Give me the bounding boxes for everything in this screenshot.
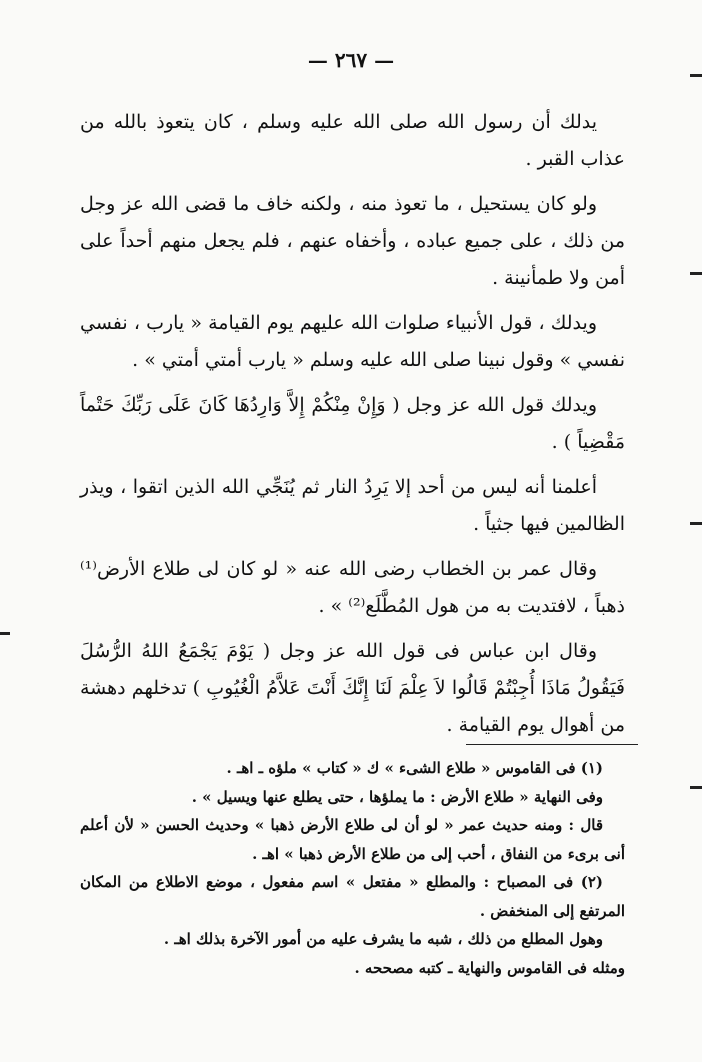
footnote-1-nihaya: وفى النهاية « طلاع الأرض : ما يملؤها ، حتى يطلع عنها ويسيل » .: [191, 787, 603, 806]
paragraph-7: وقال ابن عباس فى قول الله عز وجل ( يَوْمَ يَجْمَعُ اللهُ الرُّسُلَ فَيَقُولُ مَاذَا أُجِبْتُمْ قَالُوا لاَ عِلْمَ لَنَا إِنَّكَ أَنْتَ عَلاَّمُ الْغُيُوبِ ) تدخلهم دهشة من أهوال يوم القيامة .: [80, 640, 625, 736]
footnote-2: (٢) فى المصباح : والمطلع « مفتعل » اسم مفعول ، موضع الاطلاع من المكان المرتفع إلى المنخفض .: [80, 873, 625, 920]
paragraph-1: يدلك أن رسول الله صلى الله عليه وسلم ، كان يتعوذ بالله من عذاب القبر .: [80, 111, 625, 170]
footnote-separator: [466, 744, 638, 745]
margin-tick: [690, 522, 702, 525]
margin-tick: [690, 272, 702, 275]
paragraph-2: ولو كان يستحيل ، ما تعوذ منه ، ولكنه خاف ما قضى الله عز وجل من ذلك ، على جميع عباده ، وأخفاه عنهم ، فلم يجعل منهم أحداً على أمن ولا طمأنينة .: [80, 193, 625, 289]
footnote-1-hadith: قال : ومنه حديث عمر « لو أن لى طلاع الأرض ذهبا » وحديث الحسن « لأن أعلم أنى برىء من النفاق ، أحب إلى من طلاع الأرض ذهبا » اهـ .: [80, 816, 625, 863]
main-text: [80, 104, 625, 752]
paragraph-6: وقال عمر بن الخطاب رضى الله عنه « لو كان لى طلاع الأرض⁽¹⁾ ذهباً ، لافتديت به من هول المُطَّلَع⁽²⁾ » .: [80, 558, 625, 617]
margin-tick: [690, 786, 702, 789]
footnotes: [80, 754, 625, 982]
paragraph-4: ويدلك قول الله عز وجل ( وَإِنْ مِنْكُمْ إِلاَّ وَارِدُهَا كَانَ عَلَى رَبِّكَ حَتْماً مَقْضِياً ) .: [80, 394, 625, 453]
margin-tick: [0, 632, 10, 635]
footnote-2-editor-note: ومثله فى القاموس والنهاية ـ كتبه مصححه .: [354, 958, 625, 977]
margin-tick: [690, 74, 702, 77]
paragraph-5: أعلمنا أنه ليس من أحد إلا يَرِدُ النار ثم يُنَجِّي الله الذين اتقوا ، ويذر الظالمين فيها جثياً .: [80, 476, 625, 535]
footnote-1: (١) فى القاموس « طلاع الشىء » ك « كتاب » ملؤه ـ اهـ .: [226, 759, 603, 777]
paragraph-3: ويدلك ، قول الأنبياء صلوات الله عليهم يوم القيامة « يارب ، نفسي نفسي » وقول نبينا صلى الله عليه وسلم « يارب أمتي أمتي » .: [80, 312, 625, 371]
footnote-2-continued: وهول المطلع من ذلك ، شبه ما يشرف عليه من أمور الآخرة بذلك اهـ .: [163, 930, 603, 948]
page-number: — ٢٦٧ —: [307, 48, 395, 72]
